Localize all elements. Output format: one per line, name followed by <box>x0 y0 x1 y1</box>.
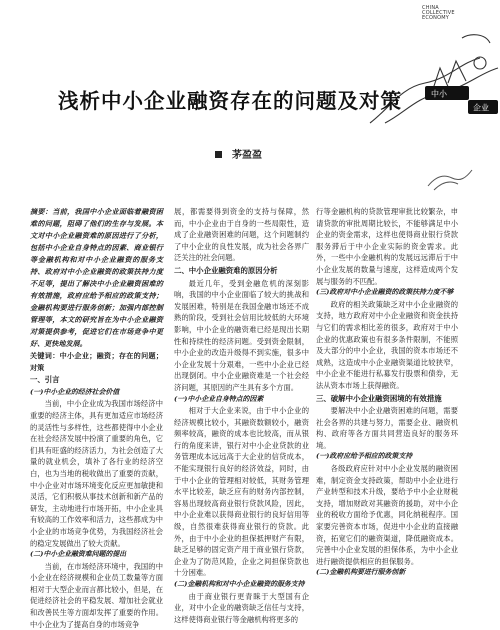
body-paragraph: 展，都需要得到资金的支持与保障，然而，中小企业由于自身的一些局限性，造成了企业融资困难的问题，这个问题制约了中小企业的良性发展，成为社会各界广泛关注的社会问题。 <box>174 207 309 263</box>
column-right <box>316 206 458 579</box>
author-line <box>215 146 262 161</box>
sketch-sign-right-text: 企业 <box>473 103 489 113</box>
square-bullet-icon <box>215 151 222 158</box>
body-paragraph: 要解决中小企业融资困难的问题，需要社会各界的共建与努力，需要企业、融资机构、政府等各方面共同营造良好的服务环境。 <box>316 406 458 450</box>
subsection-heading: (二)金融机构要进行服务创新 <box>316 568 406 577</box>
body-paragraph: 政府的相关政策缺乏对中小企业融资的支持，地方政府对中小企业融资和资金扶持与它们的需求相比差的很多，政府对于中小企业的优惠政策也有很多条件限制，不能照及大部分的中小企业，我国的资本市场还不成熟，这造成中小企业融资渠道比较狭窄，中小企业不能进行私募发行股票和债券，无法从资本市场上获得融资。 <box>316 299 458 390</box>
subsection-heading: (二)金融机构和对中小企业融资的服务支持 <box>174 580 305 588</box>
column-left <box>30 206 163 630</box>
body-paragraph: 各级政府应针对中小企业发展的融资困难，制定资金支持政策，帮助中小企业进行产业转型和技术升级，要给予中小企业财税支持，增加财政对其融资的援助，对中小企业的税收方面给予优惠，同化纳税程序。国家要完善资本市场，促进中小企业的直接融资，拓宽它们的融资渠道，降低融资成本。完善中小企业发展的担保体系，为中小企业进行融资提供相应的担保服务。 <box>316 464 458 566</box>
journal-logo-line: CHINA <box>422 5 439 11</box>
journal-logo <box>422 6 482 21</box>
body-paragraph: 由于商业银行更青睐于大型国有企业，对中小企业的融资缺乏信任与支持，这样使得商业银行等金融机构将更多的 <box>174 591 309 624</box>
journal-logo-line: ECONOMY <box>422 15 450 21</box>
body-paragraph: 当前，中小企业成为我国市场经济中重要的经济主体，具有更加适应市场经济的灵活性与多样性，这些都使得中小企业在社会经济发展中扮演了重要的角色，它们具有旺盛的经济活力，为社会创造了大量的就业机会，填补了各行业的经济空白，也为当地的税收做出了重要的贡献，中小企业对市场环境变化反应更加敏捷和灵活，它们积极从事技术创新和新产品的研发，主动地进行市场开拓，中小企业具有较高的工作效率和活力，这些都成为中小企业的市场竞争优势，为我国经济社会的稳定发展做出了较大贡献。 <box>30 399 163 548</box>
body-paragraph: 当前，在市场经济环境中，我国的中小企业在经济规模和企业员工数量等方面相对于大型企业而言都比较小，但是，在促进经济社会的平稳发展、增加社会就业和改善民生等方面却发挥了重要的作用。中小企业为了提高自身的市场竞争 <box>30 561 163 629</box>
subsection-heading: (一)中小企业的经济社会价值 <box>30 387 120 396</box>
section-heading: 三、破解中小企业融资困境的有效措施 <box>316 393 442 403</box>
body-paragraph: 最近几年，受到金融危机的深刻影响，我国的中小企业面临了较大的挑战和发展困难，特别是在我国金融市场还不成熟的阶段，受到社会信用比较低的大环境影响，中小企业的融资难已经是现出长期性和持续性的经济问题。受到资金限制，中小企业的改造升级得不到实施，很多中小企业发展十分艰难，一些中小企业已经出现倒闭。中小企业融资难是一个社会经济问题，其原因的产生具有多个方面。 <box>174 278 309 392</box>
section-heading: 一、引言 <box>30 375 60 385</box>
column-middle <box>174 206 309 625</box>
paper-title: 浅析中小企业融资存在的问题及对策 <box>58 89 402 113</box>
subsection-heading: (一)政府应给予相应的政策支持 <box>316 452 413 461</box>
sketch-sign-left-text: 中小 <box>431 89 447 99</box>
abstract: 摘要：当前，我国中小企业面临着融资困难的问题，阻碍了他们的生存与发展。本文对中小企业融资难的原因进行了分析，包括中小企业自身特点的因素、商业银行等金融机构和对中小企业融资的服务支持、政府对中小企业融资的政策扶持力度不足等，提出了解决中小企业融资困难的有效措施，政府应给予相应的政策支持；金融机构要进行服务创新；加强内部控制管理等，本文的研究旨在为中小企业融资对策提供参考，促进它们在市场竞争中更好、更快地发展。 <box>30 207 163 348</box>
author-name: 茅盈盈 <box>232 150 262 161</box>
body-paragraph: 相对于大企业来说，由于中小企业的经济规模比较小，其融资数额较小，融资频率较高，融资的成本也比较高，而从银行的角度来讲，银行对中小企业贷款的业务管理成本远远高于大企业的信贷成本，不能实现银行良好的经济效益，同时，由于中小企业的管理相对较低，其财务管理水平比较差，缺乏应有的财务内部控制，容易出现较高商业银行贷款风险，因此，中小企业难以获得商业银行的良好信用等级，自然很难获得商业银行的贷款。此外，由于中小企业的担保抵押财产有限，缺乏足够的固定资产用于商业银行贷款，企业为了防范风险，企业之间担保贷款也十分困难。 <box>174 406 309 578</box>
subsection-heading: (三)政府对中小企业融资的政策扶持力度不够 <box>316 288 454 297</box>
journal-logo-line: COLLECTIVE <box>422 10 455 16</box>
body-paragraph: 行等金融机构的贷款管理审批比较繁杂，申请贷款的审批周期比较长，不能够满足中小企业的资金需求，这样也使得商业银行贷款服务滞后于中小企业实际的资金需求。此外，一些中小金融机构的发展远远滞后于中小企业发展的数量与速度，这样造成两个发展与服务的不匹配。 <box>316 207 458 286</box>
section-heading: 二、中小企业融资难的原因分析 <box>174 265 278 275</box>
decorative-handshake-icon <box>424 156 476 192</box>
keywords: 关键词：中小企业；融资；存在的问题；对策 <box>30 351 163 372</box>
subsection-heading: (一)中小企业自身特点的因素 <box>174 394 264 403</box>
subsection-heading: (二)中小企业融资难问题的提出 <box>30 550 127 559</box>
